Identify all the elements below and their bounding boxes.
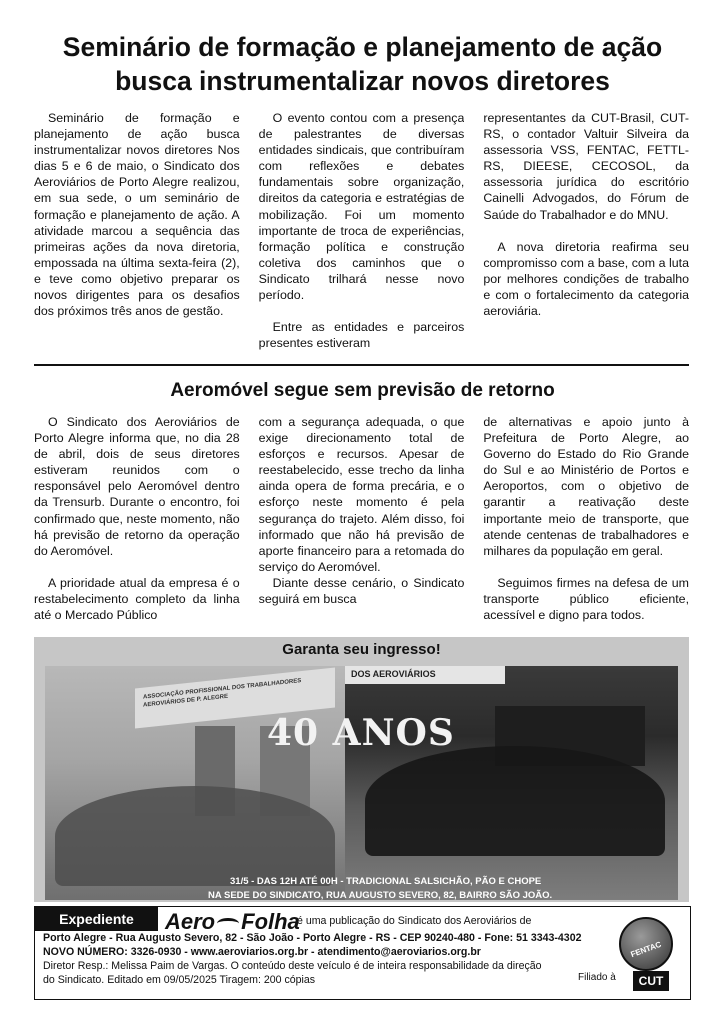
section-divider	[34, 364, 689, 366]
building-sign-text: DOS AEROVIÁRIOS	[351, 669, 436, 679]
expediente-tab: Expediente	[35, 907, 158, 931]
paragraph: Diante desse cenário, o Sindicato seguirá em busca	[258, 575, 465, 607]
paragraph: O Sindicato dos Aeroviários de Porto Alegre informa que, no dia 28 de abril, dois de seus diretores estiveram reunidos com o responsável pelo Aeromóvel dentro da Trensurb. Durante o encontro, foi confirmado que, neste momento, não há previsão de retorno da operação do Aeromóvel.	[34, 415, 240, 558]
article-aeromovel-body	[34, 414, 689, 624]
article-column-2	[259, 414, 465, 624]
event-caption-time: 31/5 - DAS 12H ATÉ 00H - TRADICIONAL SALSICHÃO, PÃO E CHOPE	[230, 876, 542, 887]
article-title-aeromovel: Aeromóvel segue sem previsão de retorno	[170, 380, 555, 401]
group-of-people	[365, 746, 665, 856]
paragraph: A nova diretoria reafirma seu compromisso com a base, com a luta por melhores condições de trabalho e com o fortalecimento da categoria aeroviária.	[483, 239, 690, 319]
building-sign	[345, 666, 505, 684]
footer-line-1: é uma publicação do Sindicato dos Aeroviários de	[297, 915, 532, 927]
article-seminario-body	[34, 110, 689, 350]
title-line-1: Seminário de formação e planejamento de ação	[62, 32, 663, 62]
event-banner	[34, 637, 689, 902]
footer-line-5: do Sindicato. Editado em 09/05/2025 Tiragem: 200 cópias	[43, 974, 316, 986]
affiliation-label: Filiado à	[578, 972, 616, 983]
paragraph: representantes da CUT-Brasil, CUT-RS, o contador Valtuir Silveira da assessoria VSS, FENTAC, FETTL-RS, DIEESE, CECOSOL, da assessoria jurídica do escritório Cainelli Advogados, do Fórum de Saúde do Trabalhador e do MNU.	[483, 111, 690, 222]
building-sign-text: ASSOCIAÇÃO PROFISSIONAL DOS TRABALHADORES AEROVIÁRIOS DE P. ALEGRE	[143, 678, 302, 709]
paragraph: Entre as entidades e parceiros presentes estiveram	[258, 320, 465, 350]
article-column-3	[483, 110, 689, 350]
anniversary-headline: 40 ANOS	[267, 712, 455, 754]
article-column-1	[34, 110, 240, 350]
historic-photo	[45, 666, 345, 900]
logo-part-1: Aero	[165, 909, 216, 934]
swoosh-icon	[217, 918, 239, 929]
paragraph: Seminário de formação e planejamento de ação busca instrumentalizar novos diretores Nos dias 5 e 6 de maio, o Sindicato dos Aeroviários de Porto Alegre realizou, em sua sede, o um seminário de formação e planejamento de ação. A atividade marcou a sequência das primeiras ações da nova diretoria, empossada na última sexta-feira (2), e teve como objetivo preparar os novos dirigentes para os desafios dos próximos três anos de gestão.	[34, 111, 240, 319]
paragraph: A prioridade atual da empresa é o restabelecimento completo da linha até o Mercado Público	[34, 575, 240, 623]
footer-line-4: Diretor Resp.: Melissa Paim de Vargas. O conteúdo deste veículo é de inteira responsabilidade da direção	[43, 960, 542, 972]
paragraph: Seguimos firmes na defesa de um transporte público eficiente, acessível e digno para todos.	[483, 575, 690, 623]
current-photo	[345, 666, 678, 900]
article-column-3	[483, 414, 689, 624]
group-of-people	[55, 786, 335, 886]
cut-logo: CUT	[633, 971, 669, 991]
paragraph: com a segurança adequada, o que exige direcionamento total de esforços e recursos. Apesar de reestabelecido, esse trecho da linha ainda opera de forma precária, e o esforço neste momento é pela segurança do trajeto. Além disso, foi informado que não há previsão de aporte financeiro para a retomada do serviço do Aeromóvel.	[258, 415, 465, 574]
fentac-logo-text: FENTAC	[629, 939, 663, 960]
masthead-footer	[34, 906, 691, 1000]
paragraph: O evento contou com a presença de palestrantes de diversas entidades sindicais, que contribuíram com reflexões e debates fundamentais sobre organização, direitos da categoria e estratégias de mobilização. Foi um momento importante de troca de experiências, formação política e construção coletiva dos caminhos que o Sindicato trilhará nesse novo período.	[258, 111, 465, 303]
article-title-seminario	[20, 30, 705, 98]
footer-line-2: Porto Alegre - Rua Augusto Severo, 82 - São João - Porto Alegre - RS - CEP 90240-480 - Fone: 51 3343-4302	[43, 932, 582, 944]
article-column-1	[34, 414, 240, 624]
paragraph: de alternativas e apoio junto à Prefeitura de Porto Alegre, ao Governo do Estado do Rio Grande do Sul e ao Ministério de Portos e Aeroportos, com o objetivo de garantir a reativação deste importante meio de transporte, que atende centenas de trabalhadores e milhares da população em geral.	[483, 415, 690, 558]
anniversary-photo	[45, 666, 678, 900]
event-caption-place: NA SEDE DO SINDICATO, RUA AUGUSTO SEVERO, 82, BAIRRO SÃO JOÃO.	[208, 890, 553, 900]
title-line-2: busca instrumentalizar novos diretores	[115, 66, 610, 96]
article-column-2	[259, 110, 465, 350]
footer-line-3: NOVO NÚMERO: 3326-0930 - www.aeroviarios.org.br - atendimento@aeroviarios.org.br	[43, 946, 481, 958]
logo-part-2: Folha	[241, 909, 300, 934]
banner-title: Garanta seu ingresso!	[282, 641, 441, 658]
